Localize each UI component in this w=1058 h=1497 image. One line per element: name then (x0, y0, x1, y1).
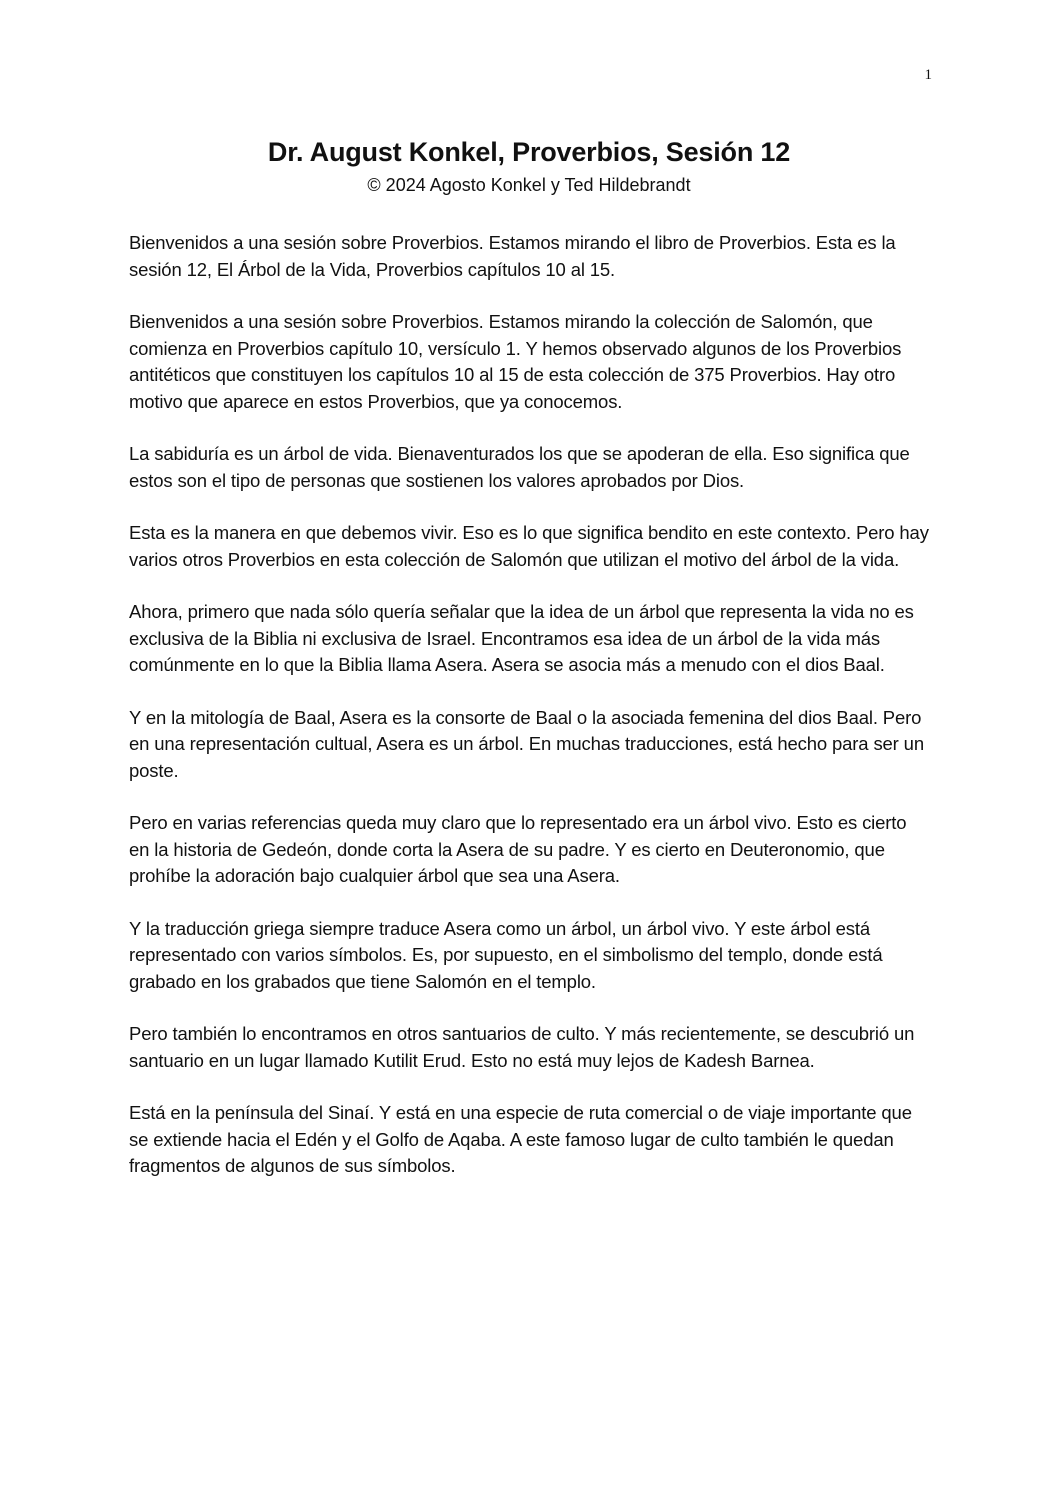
document-title: Dr. August Konkel, Proverbios, Sesión 12 (267, 137, 791, 167)
paragraph: Bienvenidos a una sesión sobre Proverbios. Estamos mirando el libro de Proverbios. Esta es la sesión 12, El Árbol de la Vida, Proverbios capítulos 10 al 15. (129, 232, 896, 280)
paragraph: Bienvenidos a una sesión sobre Proverbios. Estamos mirando la colección de Salomón, que comienza en Proverbios capítulo 10, versículo 1. Y hemos observado algunos de los Proverbios antitéticos que constituyen los capítulos 10 al 15 de esta colección de 375 Proverbios. Hay otro motivo que aparece en estos Proverbios, que ya conocemos. (129, 311, 902, 412)
paragraph: Y la traducción griega siempre traduce Asera como un árbol, un árbol vivo. Y este árbol está representado con varios símbolos. Es, por supuesto, en el simbolismo del templo, donde está grabado en los grabados que tiene Salomón en el templo. (129, 917, 883, 992)
paragraph: Está en la península del Sinaí. Y está en una especie de ruta comercial o de viaje importante que se extiende hacia el Edén y el Golfo de Aqaba. A este famoso lugar de culto también le quedan fragmentos de algunos de sus símbolos. (129, 1102, 912, 1176)
paragraph: Ahora, primero que nada sólo quería señalar que la idea de un árbol que representa la vida no es exclusiva de la Biblia ni exclusiva de Israel. Encontramos esa idea de un árbol de la vida más comúnmente en lo que la Biblia llama Asera. Asera se asocia más a menudo con el dios Baal. (129, 601, 914, 675)
page-number: 1 (924, 67, 932, 83)
paragraph: Pero en varias referencias queda muy claro que lo representado era un árbol vivo. Esto es cierto en la historia de Gedeón, donde corta la Asera de su padre. Y es cierto en Deuteronomio, que prohíbe la adoración bajo cualquier árbol que sea una Asera. (129, 812, 907, 886)
paragraph: Y en la mitología de Baal, Asera es la consorte de Baal o la asociada femenina del dios Baal. Pero en una representación cultual, Asera es un árbol. En muchas traducciones, está hecho para ser un poste. (129, 706, 924, 781)
copyright-line: © 2024 Agosto Konkel y Ted Hildebrandt (367, 175, 691, 195)
body-text (129, 230, 929, 1206)
paragraph: La sabiduría es un árbol de vida. Bienaventurados los que se apoderan de ella. Eso significa que estos son el tipo de personas que sostienen los valores aprobados por Dios. (129, 443, 910, 491)
paragraph: Esta es la manera en que debemos vivir. Eso es lo que significa bendito en este contexto. Pero hay varios otros Proverbios en esta colección de Salomón que utilizan el motivo del árbol de la vida. (129, 522, 929, 570)
paragraph: Pero también lo encontramos en otros santuarios de culto. Y más recientemente, se descubrió un santuario en un lugar llamado Kutilit Erud. Esto no está muy lejos de Kadesh Barnea. (129, 1023, 915, 1071)
